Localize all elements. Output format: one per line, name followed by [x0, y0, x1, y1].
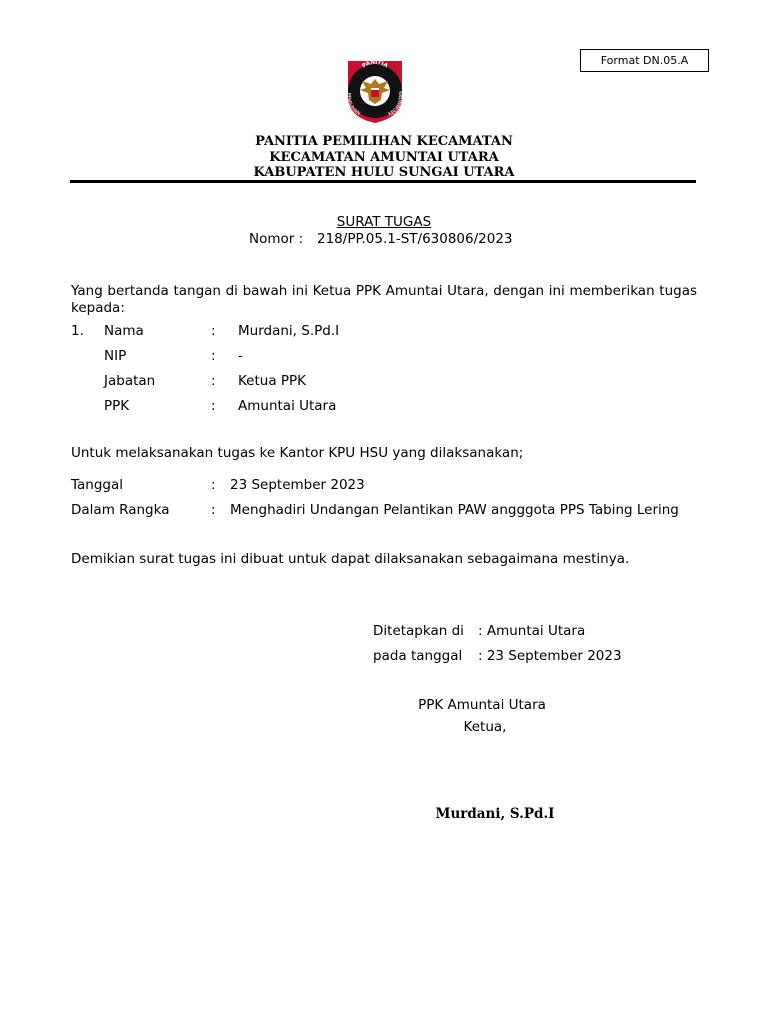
field-label-jabatan: Jabatan [104, 373, 156, 389]
field-sep: : [211, 373, 216, 389]
nomor-label: Nomor : [249, 231, 304, 247]
field-sep: : [211, 348, 216, 364]
issued-date-label: pada tanggal [373, 648, 463, 664]
svg-text:PANITIA: PANITIA [361, 59, 389, 70]
document-title [0, 214, 768, 230]
closing-text: Demikian surat tugas ini dibuat untuk dapat dilaksanakan sebagaimana mestinya. [71, 551, 630, 567]
field-value-nama: Murdani, S.Pd.I [238, 323, 340, 339]
format-code-box [580, 49, 709, 72]
field-sep: : [211, 398, 216, 414]
nomor-value: 218/PP.05.1-ST/630806/2023 [317, 231, 513, 247]
issued-date-value: : 23 September 2023 [478, 648, 622, 664]
svg-text:KECAMATAN: KECAMATAN [387, 90, 405, 118]
field-value-jabatan: Ketua PPK [238, 373, 307, 389]
field-value-nip: - [238, 348, 243, 364]
detail-label-tanggal: Tanggal [71, 477, 124, 493]
detail-sep: : [211, 502, 216, 518]
signature-office: PPK Amuntai Utara [418, 697, 546, 713]
signature-name: Murdani, S.Pd.I [435, 806, 555, 822]
garuda-emblem-icon [342, 57, 408, 125]
header-rule [70, 180, 696, 183]
header-line-3: KABUPATEN HULU SUNGAI UTARA [253, 165, 515, 180]
field-label-nip: NIP [104, 348, 127, 364]
field-value-ppk: Amuntai Utara [238, 398, 337, 414]
svg-text:PEMILIHAN: PEMILIHAN [345, 92, 362, 117]
document-number [249, 231, 513, 248]
assignee-number: 1. [71, 323, 84, 339]
format-code: Format DN.05.A [600, 54, 689, 67]
intro-paragraph: Yang bertanda tangan di bawah ini Ketua PPK Amuntai Utara, dengan ini memberikan tugas kepada: [71, 283, 697, 316]
header-line-1: PANITIA PEMILIHAN KECAMATAN [255, 134, 513, 149]
detail-value-dalam-rangka: Menghadiri Undangan Pelantikan PAW angggota PPS Tabing Lering [230, 502, 679, 518]
signature-role: Ketua, [463, 719, 507, 735]
issued-place-value: : Amuntai Utara [478, 623, 586, 639]
field-label-ppk: PPK [104, 398, 130, 414]
detail-sep: : [211, 477, 216, 493]
field-sep: : [211, 323, 216, 339]
purpose-text: Untuk melaksanakan tugas ke Kantor KPU HSU yang dilaksanakan; [71, 445, 524, 461]
detail-label-dalam-rangka: Dalam Rangka [71, 502, 170, 518]
document-title-text: SURAT TUGAS [336, 214, 432, 230]
issued-place-label: Ditetapkan di [373, 623, 464, 639]
header-line-2: KECAMATAN AMUNTAI UTARA [269, 150, 499, 165]
detail-value-tanggal: 23 September 2023 [230, 477, 365, 493]
field-label-nama: Nama [104, 323, 144, 339]
kpu-logo [342, 57, 408, 125]
